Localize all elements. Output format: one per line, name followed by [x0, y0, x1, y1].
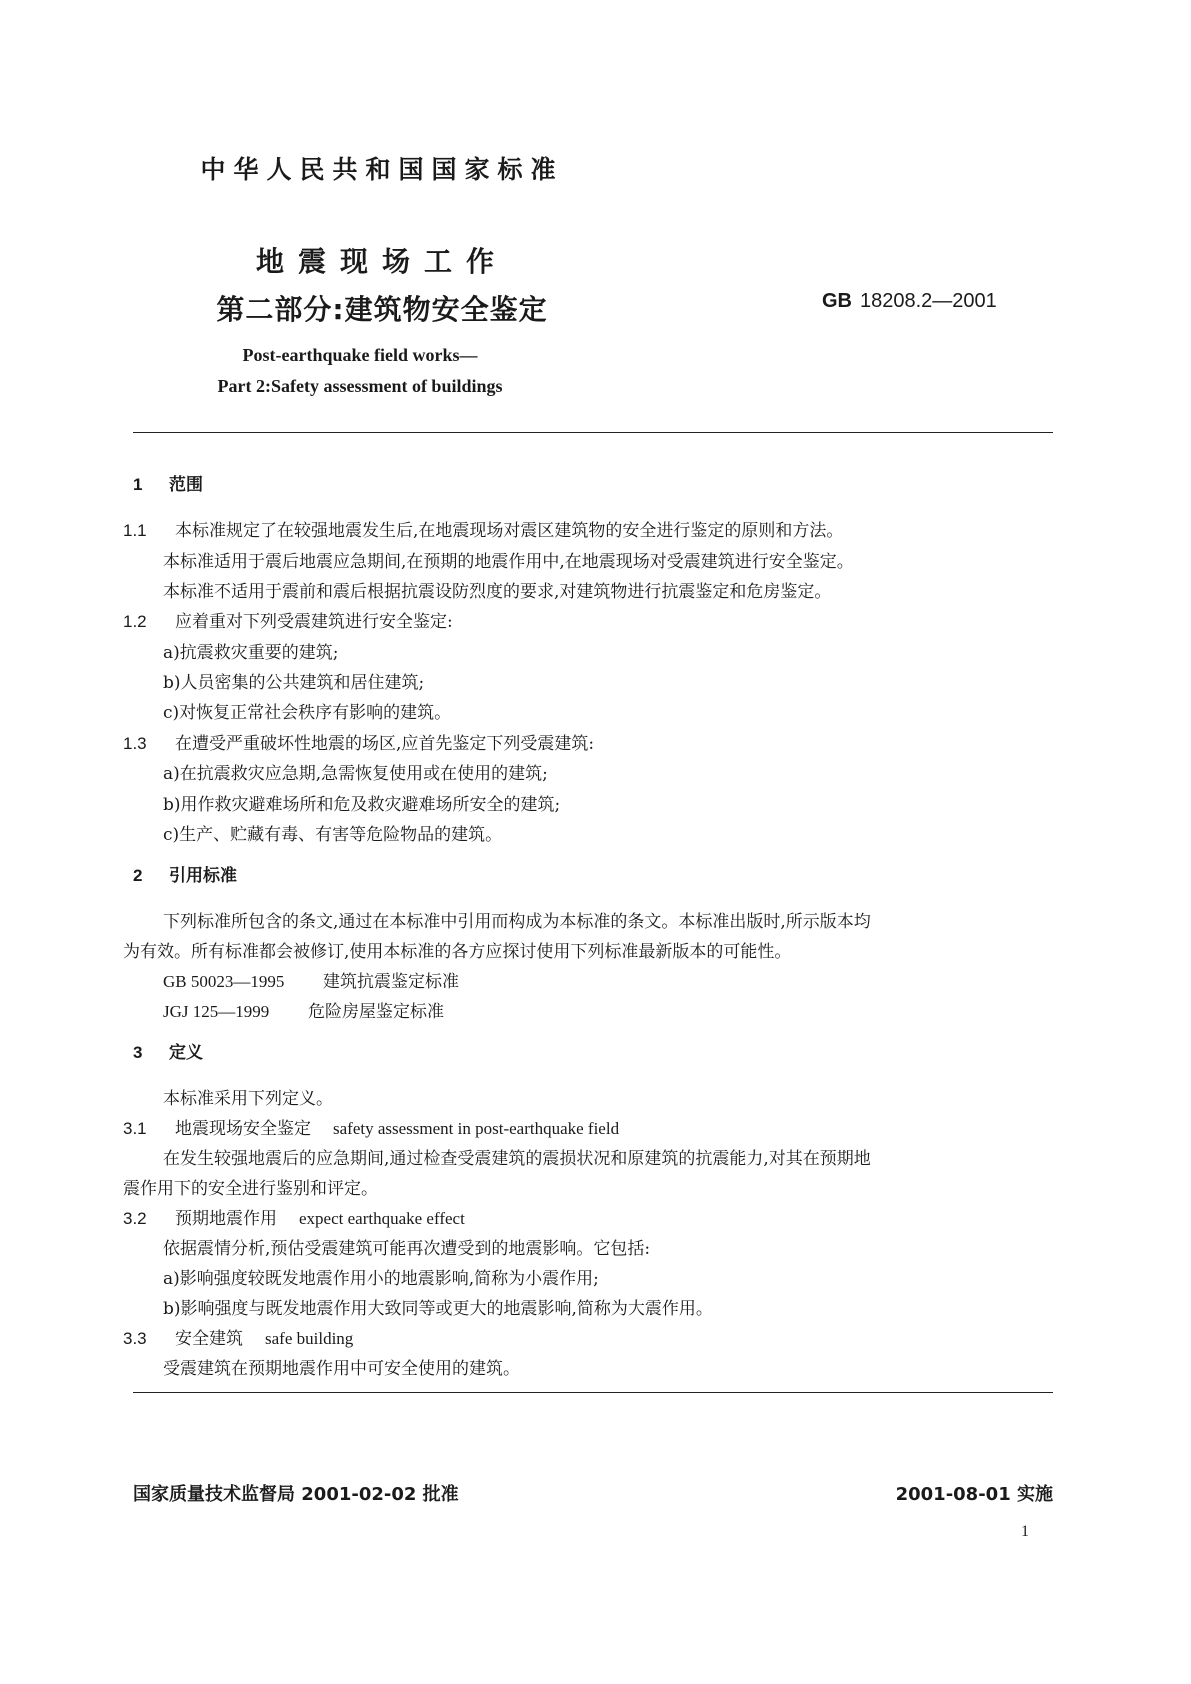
definition-3-1-term-en: safety assessment in post-earthquake field — [333, 1119, 620, 1138]
clause-1-1-text: 本标准规定了在较强地震发生后,在地震现场对震区建筑物的安全进行鉴定的原则和方法。 — [175, 521, 844, 541]
page-number: 1 — [1021, 1523, 1029, 1540]
reference-name: 建筑抗震鉴定标准 — [323, 972, 459, 992]
definition-3-2-term-en: expect earthquake effect — [299, 1209, 465, 1228]
list-item: b)影响强度与既发地震作用大致同等或更大的地震影响,简称为大震作用。 — [163, 1299, 713, 1319]
definition-3-3-text: 受震建筑在预期地震作用中可安全使用的建筑。 — [163, 1359, 520, 1379]
definition-3-3-term-cn: 安全建筑 — [175, 1329, 243, 1349]
definition-3-1-text-line1: 在发生较强地震后的应急期间,通过检查受震建筑的震损状况和原建筑的抗震能力,对其在预期地 — [163, 1149, 871, 1169]
section-1-number: 1 — [133, 475, 143, 494]
section-2-number: 2 — [133, 866, 143, 885]
definition-3-1-term-cn: 地震现场安全鉴定 — [175, 1119, 311, 1139]
section-2-title: 引用标准 — [169, 866, 237, 886]
definition-3-2 — [123, 1204, 465, 1229]
definition-3-3-number: 3.3 — [123, 1329, 147, 1348]
national-standard-label: 中华人民共和国国家标准 — [200, 155, 564, 184]
list-item: a)抗震救灾重要的建筑; — [163, 643, 339, 663]
definition-3-3 — [123, 1324, 353, 1349]
clause-1-2-number: 1.2 — [123, 612, 147, 631]
reference-code: GB 50023—1995 — [163, 972, 285, 991]
issue-date: 国家质量技术监督局 2001-02-02 批准 — [133, 1484, 459, 1505]
section-1-title: 范围 — [169, 475, 203, 495]
clause-1-1 — [123, 516, 843, 541]
title-en-line1: Post-earthquake field works— — [242, 345, 478, 365]
reference-item — [163, 967, 459, 992]
reference-name: 危险房屋鉴定标准 — [308, 1002, 444, 1022]
gb-prefix: GB — [822, 290, 852, 312]
list-item: c)对恢复正常社会秩序有影响的建筑。 — [163, 703, 452, 723]
clause-1-3-text: 在遭受严重破坏性地震的场区,应首先鉴定下列受震建筑: — [175, 734, 595, 754]
section-2-heading — [133, 861, 237, 886]
list-item: a)影响强度较既发地震作用小的地震影响,简称为小震作用; — [163, 1269, 599, 1289]
title-cn-line2: 第二部分:建筑物安全鉴定 — [216, 293, 548, 326]
gb-number: 18208.2—2001 — [860, 290, 997, 312]
section-3-heading — [133, 1038, 203, 1063]
clause-1-3 — [123, 729, 594, 754]
section-3-title: 定义 — [169, 1043, 203, 1063]
section-1-heading — [133, 470, 203, 495]
definition-3-3-term-en: safe building — [265, 1329, 354, 1348]
section-2-para-line1: 下列标准所包含的条文,通过在本标准中引用而构成为本标准的条文。本标准出版时,所示版本均 — [163, 912, 871, 932]
clause-1-2-text: 应着重对下列受震建筑进行安全鉴定: — [175, 612, 453, 632]
section-3-intro: 本标准采用下列定义。 — [163, 1089, 333, 1109]
reference-item — [163, 997, 444, 1022]
clause-1-2 — [123, 607, 453, 632]
reference-code: JGJ 125—1999 — [163, 1002, 270, 1021]
clause-1-1-para-3: 本标准不适用于震前和震后根据抗震设防烈度的要求,对建筑物进行抗震鉴定和危房鉴定。 — [163, 582, 832, 602]
list-item: b)用作救灾避难场所和危及救灾避难场所安全的建筑; — [163, 795, 561, 815]
definition-3-1 — [123, 1114, 619, 1139]
section-2-para-line2: 为有效。所有标准都会被修订,使用本标准的各方应探讨使用下列标准最新版本的可能性。 — [123, 942, 792, 962]
title-en-line2: Part 2:Safety assessment of buildings — [217, 376, 503, 396]
clause-1-1-number: 1.1 — [123, 521, 147, 540]
clause-1-3-number: 1.3 — [123, 734, 147, 753]
definition-3-2-text: 依据震情分析,预估受震建筑可能再次遭受到的地震影响。它包括: — [163, 1239, 651, 1259]
list-item: b)人员密集的公共建筑和居住建筑; — [163, 673, 425, 693]
list-item: a)在抗震救灾应急期,急需恢复使用或在使用的建筑; — [163, 764, 548, 784]
definition-3-2-number: 3.2 — [123, 1209, 147, 1228]
effective-date: 2001-08-01 实施 — [895, 1484, 1053, 1505]
clause-1-1-para-2: 本标准适用于震后地震应急期间,在预期的地震作用中,在地震现场对受震建筑进行安全鉴定。 — [163, 552, 854, 572]
header-divider — [133, 432, 1053, 433]
section-3-number: 3 — [133, 1043, 143, 1062]
list-item: c)生产、贮藏有毒、有害等危险物品的建筑。 — [163, 825, 503, 845]
definition-3-1-number: 3.1 — [123, 1119, 147, 1138]
definition-3-2-term-cn: 预期地震作用 — [175, 1209, 277, 1229]
footer-divider — [133, 1392, 1053, 1393]
title-cn-line1: 地震现场工作 — [255, 245, 508, 278]
standard-number — [822, 290, 997, 313]
definition-3-1-text-line2: 震作用下的安全进行鉴别和评定。 — [123, 1179, 378, 1199]
